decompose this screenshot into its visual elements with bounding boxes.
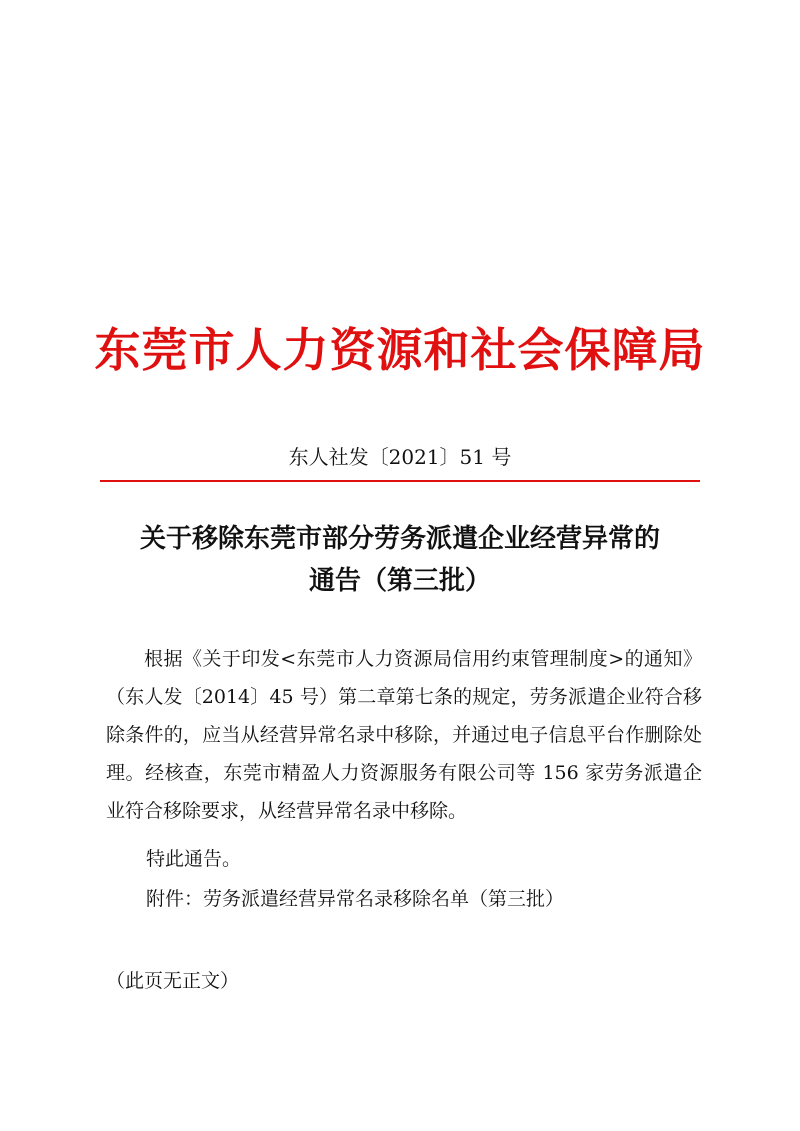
notice-title-line-2: 通告（第三批）: [308, 566, 491, 596]
closing-statement: 特此通告。: [146, 848, 242, 870]
attachment-line: 附件：劳务派遣经营异常名录移除名单（第三批）: [146, 888, 565, 910]
body-paragraph: 根据《关于印发<东莞市人力资源局信用约束管理制度>的通知》（东人发〔2014〕45 号）第二章第七条的规定，劳务派遣企业符合移除条件的，应当从经营异常名录中移除，并通过电子信息平台作删除处理。经核查，东莞市精盈人力资源服务有限公司等 156 家劳务派遣企业符合移除要求，从经营异常名录中移除。: [106, 648, 702, 822]
red-divider-line: [100, 480, 700, 482]
issuing-organization-title: 东莞市人力资源和社会保障局: [94, 323, 706, 377]
no-body-text-note: （此页无正文）: [106, 970, 240, 992]
notice-body: [106, 640, 702, 830]
notice-title-line-1: 关于移除东莞市部分劳务派遣企业经营异常的: [139, 524, 660, 554]
notice-title: [100, 518, 700, 602]
document-number: 东人社发〔2021〕51 号: [288, 445, 512, 469]
